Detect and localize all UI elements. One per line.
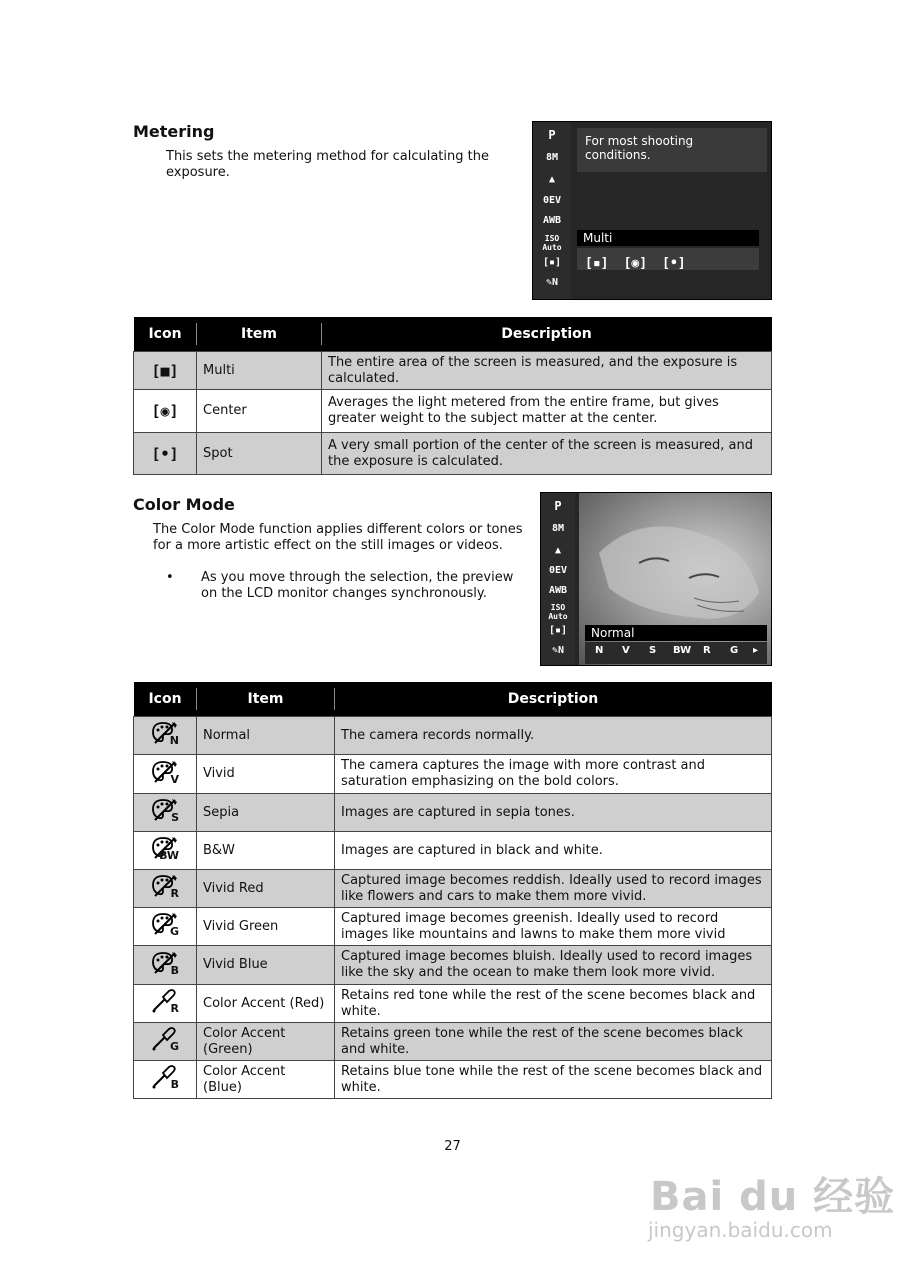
icon-cell: [134, 946, 197, 985]
item-cell: Color Accent (Red): [197, 985, 335, 1023]
header-icon: Icon: [134, 682, 197, 717]
header-item: Item: [197, 682, 335, 717]
item-cell: Multi: [197, 352, 322, 390]
table-row: [134, 717, 772, 755]
white-balance-icon: AWB: [542, 215, 562, 226]
item-cell: Sepia: [197, 794, 335, 832]
white-balance-icon: AWB: [548, 585, 568, 596]
description-cell: Images are captured in sepia tones.: [335, 794, 772, 832]
multi-metering-icon: [■]: [134, 352, 197, 390]
color-dropper-g-icon: G: [150, 1026, 180, 1052]
lcd-option-row: [585, 642, 767, 664]
description-cell: Captured image becomes bluish. Ideally used to record images like the sky and the ocean to make them look more vivid.: [335, 946, 772, 985]
icon-cell: [134, 870, 197, 908]
item-cell: Center: [197, 390, 322, 433]
iso-icon: ISO Auto: [548, 603, 568, 621]
item-cell: Vivid Blue: [197, 946, 335, 985]
lcd-help-message: For most shooting conditions.: [577, 128, 767, 172]
icon-cell: [134, 908, 197, 946]
table-row: [134, 1023, 772, 1061]
table-row: [134, 390, 772, 433]
center-metering-icon: [◉]: [134, 390, 197, 433]
vivid-red-option-icon: R: [703, 645, 711, 656]
bw-option-icon: BW: [673, 645, 692, 656]
color-mode-table: [133, 682, 772, 1099]
color-palette-bw-icon: BW: [150, 835, 180, 861]
icon-cell: [134, 1061, 197, 1099]
lcd-selected-option: Multi: [577, 230, 759, 246]
color-palette-v-icon: V: [150, 759, 180, 785]
icon-cell: [134, 717, 197, 755]
icon-cell: [134, 755, 197, 794]
more-arrow-icon: ▸: [753, 645, 759, 656]
baidu-watermark-logo: Bai du 经验: [650, 1174, 896, 1220]
resolution-icon: 8M: [545, 152, 559, 163]
icon-cell: [134, 832, 197, 870]
description-cell: Retains blue tone while the rest of the scene becomes black and white.: [335, 1061, 772, 1099]
iso-icon: ISO Auto: [542, 234, 562, 252]
color-palette-r-icon: R: [150, 873, 180, 899]
item-cell: Vivid Green: [197, 908, 335, 946]
program-mode-icon: P: [548, 128, 556, 142]
lcd-sidebar: [541, 493, 575, 665]
table-row: [134, 794, 772, 832]
spot-metering-icon: [•]: [662, 256, 686, 271]
color-palette-s-icon: S: [150, 797, 180, 823]
resolution-icon: 8M: [551, 523, 565, 534]
vivid-green-option-icon: G: [730, 645, 739, 656]
metering-title: Metering: [133, 122, 215, 141]
color-dropper-r-icon: R: [150, 988, 180, 1014]
description-cell: The entire area of the screen is measured, and the exposure is calculated.: [322, 352, 772, 390]
table-row: [134, 946, 772, 985]
center-metering-icon: [◉]: [623, 256, 648, 271]
table-row: [134, 755, 772, 794]
item-cell: Vivid Red: [197, 870, 335, 908]
normal-option-icon: N: [595, 645, 604, 656]
color-dropper-b-icon: B: [150, 1064, 180, 1090]
description-cell: Captured image becomes reddish. Ideally used to record images like flowers and cars to make them more vivid.: [335, 870, 772, 908]
table-row: [134, 870, 772, 908]
header-description: Description: [335, 682, 772, 717]
program-mode-icon: P: [554, 499, 562, 513]
table-row: [134, 985, 772, 1023]
bullet-dot: •: [166, 570, 174, 585]
icon-cell: [134, 794, 197, 832]
lcd-sidebar: [533, 122, 571, 299]
description-cell: Retains red tone while the rest of the scene becomes black and white.: [335, 985, 772, 1023]
exposure-icon: 0EV: [548, 565, 568, 576]
exposure-icon: 0EV: [542, 195, 562, 206]
page-number: 27: [444, 1139, 461, 1154]
multi-metering-icon: [▪]: [585, 256, 609, 271]
item-cell: Color Accent (Green): [197, 1023, 335, 1061]
color-mode-bullet: As you move through the selection, the preview on the LCD monitor changes synchronously.: [201, 570, 514, 601]
metering-lcd-screenshot: [532, 121, 772, 300]
icon-cell: [134, 985, 197, 1023]
color-mode-intro: The Color Mode function applies different colors or tones for a more artistic effect on the still images or videos.: [153, 522, 523, 553]
item-cell: Color Accent (Blue): [197, 1061, 335, 1099]
sepia-option-icon: S: [649, 645, 657, 656]
color-mode-lcd-screenshot: [540, 492, 772, 666]
vivid-option-icon: V: [622, 645, 630, 656]
table-row: [134, 352, 772, 390]
description-cell: Captured image becomes greenish. Ideally used to record images like mountains and lawns to make them more vivid: [335, 908, 772, 946]
spot-metering-icon: [•]: [134, 433, 197, 475]
lcd-option-row: [577, 248, 759, 270]
header-item: Item: [197, 317, 322, 352]
description-cell: Averages the light metered from the entire frame, but gives greater weight to the subject matter at the center.: [322, 390, 772, 433]
quality-icon: ▲: [548, 174, 556, 185]
color-mode-icon: ✎N: [551, 645, 565, 656]
icon-cell: [134, 1023, 197, 1061]
description-cell: Retains green tone while the rest of the scene becomes black and white.: [335, 1023, 772, 1061]
color-palette-n-icon: N: [150, 720, 180, 746]
lcd-selected-option: Normal: [585, 625, 767, 641]
table-row: [134, 832, 772, 870]
description-cell: A very small portion of the center of the screen is measured, and the exposure is calculated.: [322, 433, 772, 475]
color-mode-icon: ✎N: [545, 277, 559, 288]
metering-table: [133, 317, 772, 475]
quality-icon: ▲: [554, 545, 562, 556]
item-cell: Spot: [197, 433, 322, 475]
item-cell: Normal: [197, 717, 335, 755]
table-row: [134, 1061, 772, 1099]
table-row: [134, 908, 772, 946]
description-cell: The camera captures the image with more contrast and saturation emphasizing on the bold colors.: [335, 755, 772, 794]
header-icon: Icon: [134, 317, 197, 352]
header-description: Description: [322, 317, 772, 352]
item-cell: B&W: [197, 832, 335, 870]
metering-icon: [▪]: [548, 625, 568, 636]
description-cell: Images are captured in black and white.: [335, 832, 772, 870]
description-cell: The camera records normally.: [335, 717, 772, 755]
color-palette-b-icon: B: [150, 950, 180, 976]
metering-icon: [▪]: [542, 257, 562, 268]
baidu-watermark-url: jingyan.baidu.com: [648, 1218, 833, 1242]
item-cell: Vivid: [197, 755, 335, 794]
color-palette-g-icon: G: [150, 911, 180, 937]
table-row: [134, 433, 772, 475]
color-mode-title: Color Mode: [133, 495, 235, 514]
metering-intro: This sets the metering method for calculating the exposure.: [166, 149, 489, 180]
